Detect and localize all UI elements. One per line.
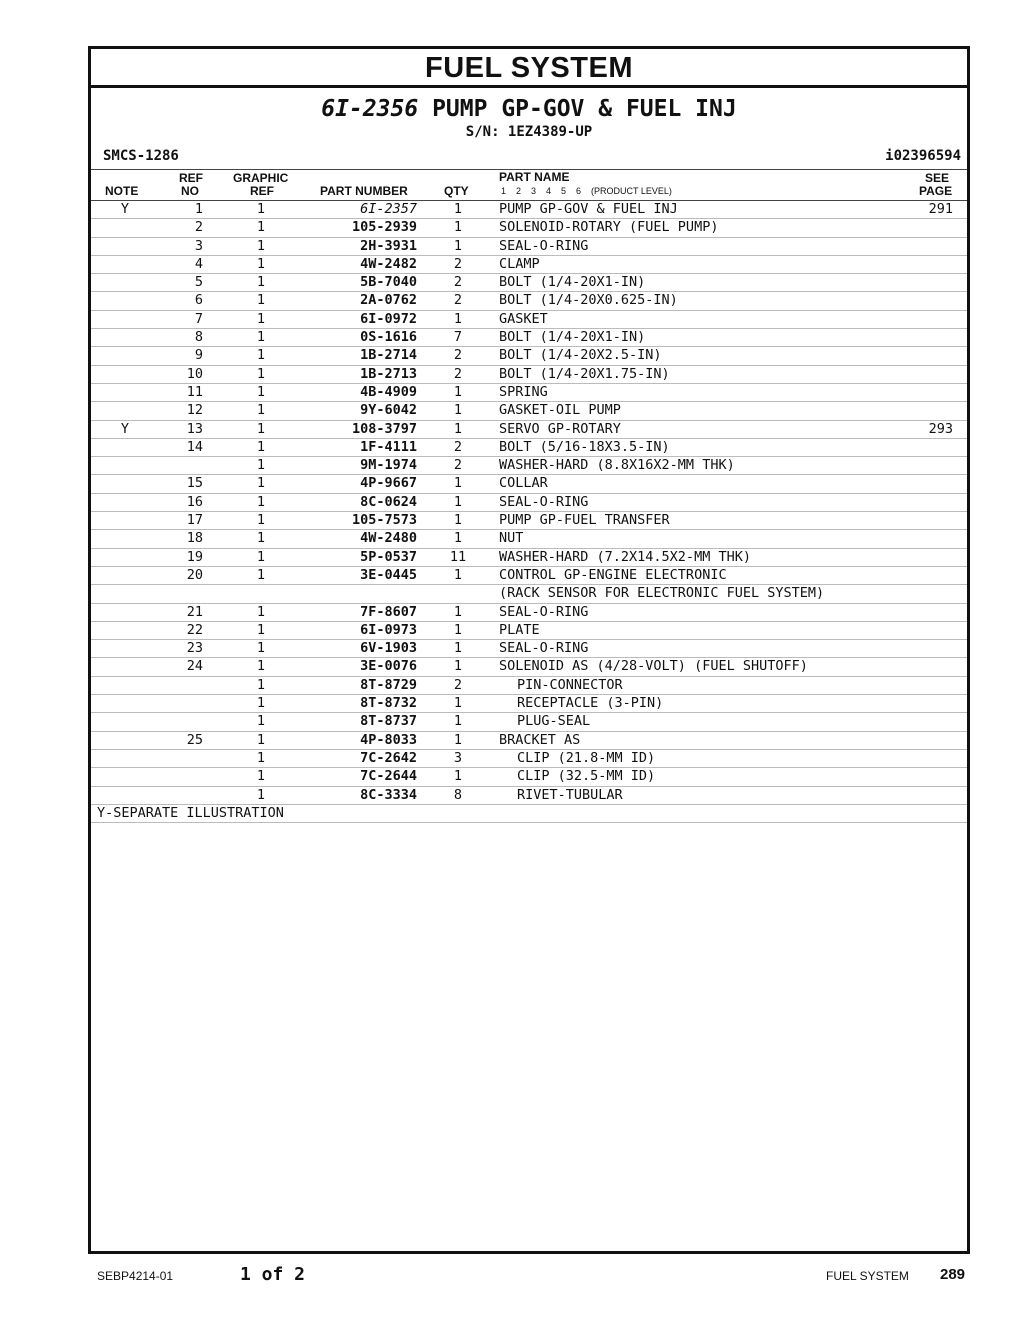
note-cell: Y [120, 201, 130, 217]
part-number-cell: 7F-8607 [360, 603, 417, 620]
header-see-top: SEE [925, 171, 950, 185]
table-row [91, 713, 967, 731]
part-number-cell: 2A-0762 [360, 292, 417, 309]
qty-cell: 7 [453, 329, 463, 346]
table-row [91, 530, 967, 548]
qty-cell: 1 [453, 420, 463, 437]
ref-no-cell: 21 [186, 603, 203, 620]
graphic-ref-cell: 1 [256, 731, 266, 748]
qty-cell: 1 [453, 695, 463, 712]
qty-cell: 2 [453, 292, 463, 309]
qty-cell: 1 [453, 402, 463, 419]
ref-no-cell: 20 [186, 566, 203, 583]
graphic-ref-cell: 1 [256, 201, 266, 217]
qty-cell: 1 [453, 603, 463, 620]
graphic-ref-cell: 1 [256, 566, 266, 583]
ref-no-cell: 15 [186, 475, 203, 492]
ref-no-cell: 5 [194, 274, 203, 291]
part-number-cell: 105-7573 [351, 512, 417, 529]
assembly-name: PUMP GP-GOV & FUEL INJ [432, 96, 737, 122]
part-name-cell: SEAL-O-RING [499, 237, 589, 254]
part-number-cell: 1B-2714 [360, 347, 417, 364]
part-number-cell: 0S-1616 [360, 329, 417, 346]
part-number-cell: 8T-8737 [360, 713, 417, 730]
part-name-cell: BRACKET AS [499, 731, 581, 748]
table-row [91, 768, 967, 786]
graphic-ref-cell: 1 [256, 457, 266, 474]
graphic-ref-cell: 1 [256, 420, 266, 437]
header-see-bottom: PAGE [919, 184, 953, 198]
graphic-ref-cell: 1 [256, 237, 266, 254]
part-number-cell: 6I-0973 [360, 621, 417, 638]
qty-cell: 1 [453, 383, 463, 400]
footer-page-of: 1 of 2 [240, 1264, 306, 1285]
part-name-cell: RECEPTACLE (3-PIN) [517, 695, 664, 712]
section-title: FUEL SYSTEM [91, 49, 967, 88]
graphic-ref-cell: 1 [256, 365, 266, 382]
qty-cell: 1 [453, 768, 463, 785]
part-name-cell: BOLT (1/4-20X1.75-IN) [499, 365, 670, 382]
ref-no-cell: 22 [186, 621, 203, 638]
part-number-cell: 8T-8732 [360, 695, 417, 712]
graphic-ref-cell: 1 [256, 402, 266, 419]
illustration-id: i02396594 [885, 148, 961, 164]
part-name-cell: COLLAR [499, 475, 548, 492]
part-name-cell: WASHER-HARD (8.8X16X2-MM THK) [499, 457, 735, 474]
footer-doc-id: SEBP4214-01 [97, 1269, 174, 1283]
graphic-ref-cell: 1 [256, 329, 266, 346]
graphic-ref-cell: 1 [256, 768, 266, 785]
qty-cell: 2 [453, 365, 463, 382]
graphic-ref-cell: 1 [256, 292, 266, 309]
ref-no-cell: 19 [186, 548, 203, 565]
graphic-ref-cell: 1 [256, 383, 266, 400]
part-name-cell: PLUG-SEAL [517, 713, 591, 730]
header-product-levels: 1 2 3 4 5 6 (PRODUCT LEVEL) [501, 186, 672, 196]
table-row [91, 604, 967, 622]
part-number-cell: 2H-3931 [360, 237, 417, 254]
graphic-ref-cell: 1 [256, 347, 266, 364]
ref-no-cell: 24 [186, 658, 203, 675]
part-number-cell: 8C-0624 [360, 493, 417, 510]
graphic-ref-cell: 1 [256, 658, 266, 675]
ref-no-cell: 16 [186, 493, 203, 510]
qty-cell: 2 [453, 438, 463, 455]
part-number-cell: 5B-7040 [360, 274, 417, 291]
footer-page-number: 289 [940, 1266, 966, 1283]
part-number-cell: 8C-3334 [360, 786, 417, 803]
ref-no-cell: 10 [186, 365, 203, 382]
header-part-name: PART NAME [499, 170, 570, 184]
ref-no-cell: 9 [194, 347, 203, 364]
part-name-cell: SOLENOID AS (4/28-VOLT) (FUEL SHUTOFF) [499, 658, 808, 675]
part-name-cell: CLIP (21.8-MM ID) [517, 749, 656, 766]
ref-no-cell: 13 [186, 420, 203, 437]
part-number-cell: 7C-2642 [360, 749, 417, 766]
graphic-ref-cell: 1 [256, 621, 266, 638]
graphic-ref-cell: 1 [256, 676, 266, 693]
table-row [91, 201, 967, 219]
page-footer [0, 1264, 1020, 1288]
part-number-cell: 4W-2480 [360, 530, 417, 547]
table-row [91, 384, 967, 402]
qty-cell: 1 [453, 566, 463, 583]
ref-no-cell: 11 [186, 383, 203, 400]
part-name-cell: WASHER-HARD (7.2X14.5X2-MM THK) [499, 548, 751, 565]
part-name-cell: CLAMP [499, 255, 540, 272]
part-number-cell: 4B-4909 [360, 383, 417, 400]
part-name-cell: CONTROL GP-ENGINE ELECTRONIC [499, 566, 727, 583]
column-headers [91, 170, 967, 201]
ref-no-cell: 4 [194, 255, 203, 272]
table-row [91, 274, 967, 292]
part-number-cell: 105-2939 [351, 219, 417, 236]
part-number-cell: 3E-0076 [360, 658, 417, 675]
table-row [91, 585, 967, 603]
ref-no-cell: 18 [186, 530, 203, 547]
table-row [91, 677, 967, 695]
qty-cell: 8 [453, 786, 463, 803]
graphic-ref-cell: 1 [256, 512, 266, 529]
graphic-ref-cell: 1 [256, 310, 266, 327]
part-name-cell: SERVO GP-ROTARY [499, 420, 621, 437]
part-name-cell: (RACK SENSOR FOR ELECTRONIC FUEL SYSTEM) [499, 585, 825, 602]
part-number-cell: 1B-2713 [360, 365, 417, 382]
see-page-cell: 291 [928, 201, 953, 217]
qty-cell: 1 [453, 731, 463, 748]
qty-cell: 1 [453, 658, 463, 675]
part-number-cell: 108-3797 [351, 420, 417, 437]
table-row [91, 329, 967, 347]
qty-cell: 11 [449, 548, 467, 565]
qty-cell: 2 [453, 274, 463, 291]
ref-no-cell: 1 [194, 201, 203, 217]
footer-section: FUEL SYSTEM [826, 1269, 909, 1283]
table-row [91, 402, 967, 420]
table-row [91, 494, 967, 512]
ref-no-cell: 8 [194, 329, 203, 346]
part-number-cell: 4P-9667 [360, 475, 417, 492]
see-page-cell: 293 [928, 420, 953, 437]
part-number-cell: 9Y-6042 [360, 402, 417, 419]
assembly-part-number: 6I-2356 [321, 96, 419, 122]
smcs-code: SMCS-1286 [103, 148, 179, 164]
part-number-cell: 6I-0972 [360, 310, 417, 327]
ref-no-cell: 14 [186, 438, 203, 455]
part-number-cell: 7C-2644 [360, 768, 417, 785]
ref-no-cell: 6 [194, 292, 203, 309]
table-row [91, 787, 967, 805]
table-row [91, 549, 967, 567]
graphic-ref-cell: 1 [256, 749, 266, 766]
part-name-cell: SPRING [499, 383, 548, 400]
part-name-cell: PUMP GP-FUEL TRANSFER [499, 512, 670, 529]
qty-cell: 3 [453, 749, 463, 766]
graphic-ref-cell: 1 [256, 475, 266, 492]
footnote-row [91, 805, 967, 823]
part-name-cell: PIN-CONNECTOR [517, 676, 623, 693]
part-name-cell: SEAL-O-RING [499, 640, 589, 657]
part-name-cell: SEAL-O-RING [499, 603, 589, 620]
qty-cell: 1 [453, 713, 463, 730]
part-name-cell: CLIP (32.5-MM ID) [517, 768, 656, 785]
table-row [91, 640, 967, 658]
table-row [91, 732, 967, 750]
parts-table [91, 201, 967, 805]
table-row [91, 256, 967, 274]
part-name-cell: RIVET-TUBULAR [517, 786, 623, 803]
graphic-ref-cell: 1 [256, 713, 266, 730]
ref-no-cell: 25 [186, 731, 203, 748]
ref-no-cell: 7 [194, 310, 203, 327]
part-number-cell: 1F-4111 [360, 438, 417, 455]
qty-cell: 1 [453, 201, 463, 217]
footnote: Y-SEPARATE ILLUSTRATION [97, 804, 284, 821]
graphic-ref-cell: 1 [256, 695, 266, 712]
table-row [91, 567, 967, 585]
part-number-cell: 4W-2482 [360, 255, 417, 272]
graphic-ref-cell: 1 [256, 603, 266, 620]
table-row [91, 292, 967, 310]
table-row [91, 695, 967, 713]
graphic-ref-cell: 1 [256, 493, 266, 510]
table-row [91, 366, 967, 384]
part-number-cell: 9M-1974 [360, 457, 417, 474]
table-row [91, 421, 967, 439]
part-name-cell: SOLENOID-ROTARY (FUEL PUMP) [499, 219, 719, 236]
qty-cell: 2 [453, 457, 463, 474]
graphic-ref-cell: 1 [256, 438, 266, 455]
table-row [91, 475, 967, 493]
qty-cell: 1 [453, 237, 463, 254]
table-row [91, 347, 967, 365]
table-row [91, 238, 967, 256]
qty-cell: 2 [453, 676, 463, 693]
part-name-cell: NUT [499, 530, 524, 547]
part-number-cell: 5P-0537 [360, 548, 417, 565]
part-number-cell: 6V-1903 [360, 640, 417, 657]
part-name-cell: BOLT (1/4-20X0.625-IN) [499, 292, 678, 309]
part-name-cell: PLATE [499, 621, 540, 638]
part-name-cell: PUMP GP-GOV & FUEL INJ [499, 201, 678, 217]
part-name-cell: BOLT (1/4-20X2.5-IN) [499, 347, 662, 364]
part-name-cell: BOLT (1/4-20X1-IN) [499, 329, 646, 346]
qty-cell: 1 [453, 475, 463, 492]
graphic-ref-cell: 1 [256, 274, 266, 291]
qty-cell: 1 [453, 621, 463, 638]
header-note: NOTE [105, 184, 139, 198]
header-graphic-bottom: REF [250, 184, 274, 198]
graphic-ref-cell: 1 [256, 530, 266, 547]
part-name-cell: GASKET-OIL PUMP [499, 402, 621, 419]
note-cell: Y [120, 420, 130, 437]
header-graphic-top: GRAPHIC [233, 171, 289, 185]
header-ref-bottom: NO [181, 184, 199, 198]
table-row [91, 439, 967, 457]
page-frame [88, 46, 970, 1254]
qty-cell: 1 [453, 530, 463, 547]
serial-number: S/N: 1EZ4389-UP [465, 124, 593, 140]
header-qty: QTY [444, 184, 469, 198]
ref-no-cell: 12 [186, 402, 203, 419]
table-row [91, 219, 967, 237]
smcs-row [91, 145, 967, 170]
table-row [91, 512, 967, 530]
graphic-ref-cell: 1 [256, 786, 266, 803]
part-name-cell: BOLT (1/4-20X1-IN) [499, 274, 646, 291]
header-part-number: PART NUMBER [320, 184, 408, 198]
part-number-cell: 6I-2357 [360, 201, 417, 217]
table-row [91, 750, 967, 768]
table-row [91, 658, 967, 676]
table-row [91, 311, 967, 329]
part-number-cell: 4P-8033 [360, 731, 417, 748]
graphic-ref-cell: 1 [256, 640, 266, 657]
header-ref-top: REF [179, 171, 203, 185]
part-number-cell: 3E-0445 [360, 566, 417, 583]
qty-cell: 2 [453, 255, 463, 272]
part-name-cell: SEAL-O-RING [499, 493, 589, 510]
table-row [91, 622, 967, 640]
ref-no-cell: 2 [194, 219, 203, 236]
qty-cell: 1 [453, 493, 463, 510]
qty-cell: 2 [453, 347, 463, 364]
graphic-ref-cell: 1 [256, 219, 266, 236]
assembly-title [91, 95, 967, 123]
part-number-cell: 8T-8729 [360, 676, 417, 693]
qty-cell: 1 [453, 512, 463, 529]
ref-no-cell: 3 [194, 237, 203, 254]
graphic-ref-cell: 1 [256, 255, 266, 272]
part-name-cell: BOLT (5/16-18X3.5-IN) [499, 438, 670, 455]
graphic-ref-cell: 1 [256, 548, 266, 565]
part-name-cell: GASKET [499, 310, 548, 327]
table-row [91, 457, 967, 475]
qty-cell: 1 [453, 219, 463, 236]
ref-no-cell: 17 [186, 512, 203, 529]
qty-cell: 1 [453, 640, 463, 657]
qty-cell: 1 [453, 310, 463, 327]
ref-no-cell: 23 [186, 640, 203, 657]
